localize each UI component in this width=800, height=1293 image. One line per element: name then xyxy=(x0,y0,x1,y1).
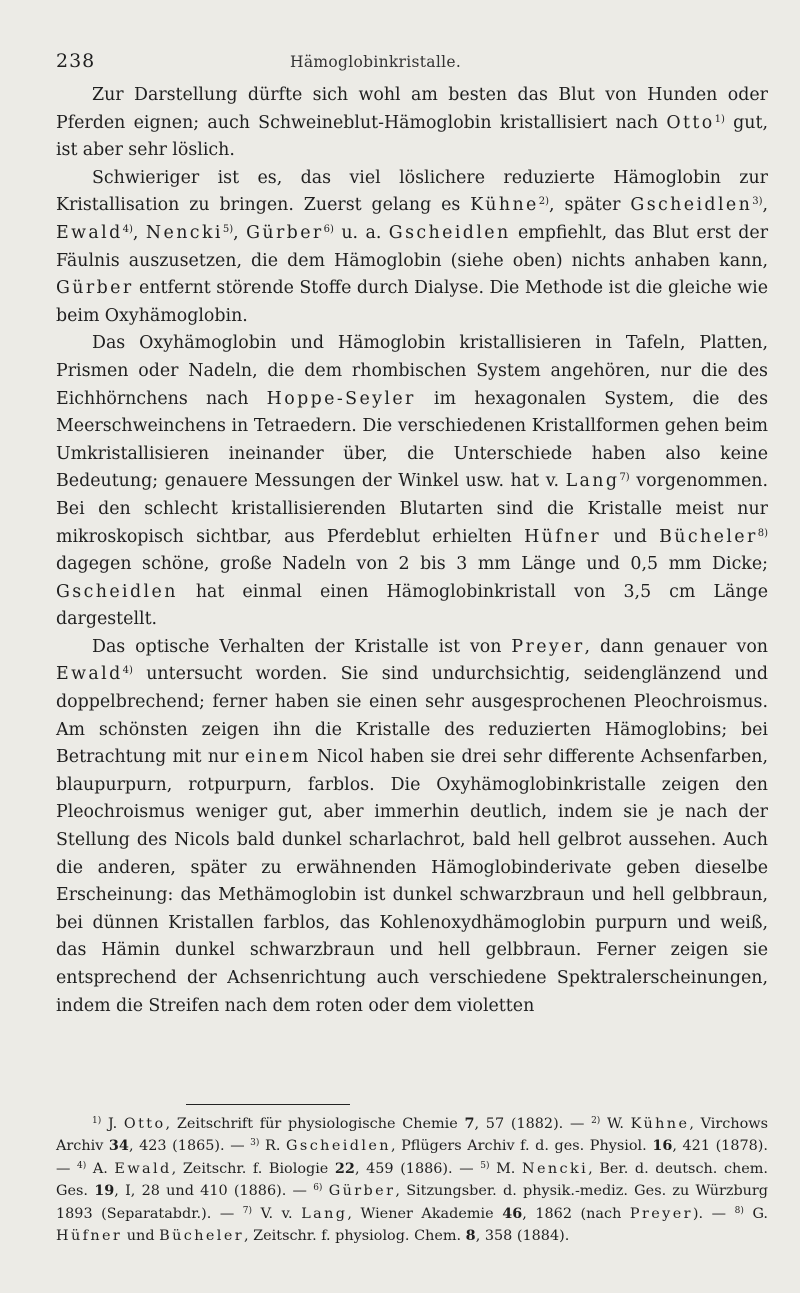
author-name: Gürber xyxy=(246,222,324,243)
author-name: Gürber xyxy=(56,278,134,299)
footnote-ref: 3) xyxy=(752,196,763,208)
author-name: Preyer xyxy=(511,636,585,657)
author-name: Nencki xyxy=(145,222,223,243)
text-run: , 459 (1886). — xyxy=(354,1160,481,1177)
volume-number: 46 xyxy=(502,1204,523,1222)
footnote-ref: 4) xyxy=(122,223,133,235)
text-run: , später xyxy=(549,195,631,216)
footnote-ref: 7) xyxy=(242,1205,253,1216)
text-run: dagegen schöne, große Nadeln von 2 bis 3 mm Länge und 0,5 mm Dicke; xyxy=(56,554,768,575)
author-name: Ewald xyxy=(56,222,123,243)
text-run: , Zeitschr. f. Biologie xyxy=(171,1160,335,1177)
text-run: W. xyxy=(600,1116,631,1132)
author-name: Gscheidlen xyxy=(286,1138,391,1155)
text-run: untersucht worden. Sie sind undurchsichtig, seidenglänzend und doppelbrechend; ferner haben sie einen sehr ausgesprochenen Pleochroismus. Am schönsten zeigen ihn die Kristalle des reduzierten Hämoglobins; bei Betrachtung mit nur xyxy=(56,664,768,768)
author-name: Nencki xyxy=(521,1160,589,1177)
text-run: , Virchows Archiv xyxy=(56,1116,768,1155)
author-name: Kühne xyxy=(470,195,539,216)
text-run: und xyxy=(122,1228,160,1245)
author-name: Gscheidlen xyxy=(388,222,511,243)
footnote-ref: 7) xyxy=(619,472,630,484)
text-run: u. a. xyxy=(333,222,389,243)
footnote-ref: 1) xyxy=(92,1116,102,1126)
text-run: R. xyxy=(259,1138,287,1155)
author-name: Ewald xyxy=(56,664,123,685)
text-run: und xyxy=(601,526,660,547)
footnote-text xyxy=(56,1113,768,1247)
text-run: G. xyxy=(743,1205,769,1222)
paragraph xyxy=(56,165,768,331)
footnote-ref: 6) xyxy=(323,223,334,235)
running-head xyxy=(0,50,800,78)
footnote-ref: 4) xyxy=(122,665,133,677)
text-run: , Sitzungsber. d. physik.-mediz. Ges. zu Würzburg 1893 (Separatabdr.). — xyxy=(56,1183,769,1222)
page-number: 238 xyxy=(56,50,96,72)
footnote-ref: 2) xyxy=(591,1116,601,1126)
footnote-ref: 1) xyxy=(714,113,725,125)
text-run: empfiehlt, das Blut erst der Fäulnis auszusetzen, die dem Hämoglobin (siehe oben) nichts anhaben kann, xyxy=(56,222,769,271)
text-run: im hexagonalen System, die des Meerschweinchens in Tetraedern. Die verschiedenen Kristallformen gehen beim Umkristallisieren ineinander über, die Unterschiede haben also keine Bedeutung; genauere Messungen der Winkel usw. hat v. xyxy=(56,388,768,492)
text-run: M. xyxy=(489,1160,522,1177)
paragraph xyxy=(56,82,768,165)
running-title: Hämoglobinkristalle. xyxy=(290,53,462,71)
text-run: , 57 (1882). — xyxy=(474,1116,592,1132)
footnote-ref: 8) xyxy=(734,1205,744,1216)
text-run: J. xyxy=(101,1116,124,1132)
text-run: entfernt störende Stoffe durch Dialyse. Die Methode ist die gleiche wie beim Oxyhämoglobin. xyxy=(56,278,768,326)
text-run: , xyxy=(762,195,768,216)
author-name: Hüfner xyxy=(524,526,602,547)
footnote-ref: 4) xyxy=(77,1160,87,1171)
footnote-ref: 6) xyxy=(313,1183,323,1194)
text-run: , Zeitschrift für physiologische Chemie xyxy=(165,1116,465,1132)
text-run: Zur Darstellung dürfte sich wohl am besten das Blut von Hunden oder Pferden eignen; auch Schweineblut-Hämoglobin kristallisiert nach xyxy=(56,85,768,133)
text-run: V. v. xyxy=(252,1205,302,1222)
volume-number: 16 xyxy=(652,1137,673,1155)
text-run: , 421 (1878). — xyxy=(56,1138,768,1177)
footnote-ref: 5) xyxy=(480,1160,490,1171)
text-run: , Wiener Akademie xyxy=(347,1205,503,1222)
footnote-rule xyxy=(186,1104,350,1105)
text-run: , 358 (1884). xyxy=(475,1228,570,1245)
text-run: A. xyxy=(86,1160,115,1177)
text-run: ). — xyxy=(692,1205,735,1222)
volume-number: 22 xyxy=(334,1159,355,1177)
footnote-ref: 3) xyxy=(250,1138,260,1149)
author-name: Otto xyxy=(666,112,715,133)
author-name: Hoppe-Seyler xyxy=(266,388,416,409)
author-name: Lang xyxy=(301,1205,348,1222)
text-run: Das optische Verhalten der Kristalle ist von xyxy=(92,636,512,657)
author-name: Bücheler xyxy=(659,526,758,547)
text-run: , 423 (1865). — xyxy=(128,1138,251,1155)
text-run: hat einmal einen Hämoglobinkristall von 3,5 cm Länge dargestellt. xyxy=(56,581,768,630)
text-run: Das Oxyhämoglobin und Hämoglobin kristallisieren in Tafeln, Platten, Prismen oder Nadeln, die dem rhombischen System angehören, nur die des Eichhörnchens nach xyxy=(56,333,768,409)
text-run: , Ber. d. deutsch. chem. Ges. xyxy=(56,1160,769,1200)
volume-number: 19 xyxy=(94,1182,115,1200)
author-name: Gscheidlen xyxy=(630,195,753,216)
author-name: Bücheler xyxy=(159,1228,245,1245)
paragraph xyxy=(56,634,768,1020)
text-run: , xyxy=(132,222,146,243)
body-text xyxy=(56,82,768,1020)
volume-number: 8 xyxy=(465,1227,476,1245)
author-name: Ewald xyxy=(114,1160,172,1177)
author-name: Kühne xyxy=(630,1116,690,1132)
text-run: , 1862 (nach xyxy=(522,1205,630,1222)
author-name: Preyer xyxy=(629,1205,693,1222)
text-run: vorgenommen. Bei den schlecht kristallisierenden Blutarten sind die Kristalle meist nur mikroskopisch sichtbar, aus Pferdeblut erhielten xyxy=(56,471,768,547)
text-run: gut, ist aber sehr löslich. xyxy=(56,112,768,161)
paragraph xyxy=(56,330,768,634)
author-name: Gscheidlen xyxy=(56,581,178,602)
text-run: , Pflügers Archiv f. d. ges. Physiol. xyxy=(390,1138,653,1155)
footnote-ref: 5) xyxy=(222,223,234,235)
text-run: , dann genauer von xyxy=(584,636,768,657)
volume-number: 7 xyxy=(464,1115,475,1132)
footnote-ref: 8) xyxy=(757,527,768,539)
text-run: , I, 28 und 410 (1886). — xyxy=(114,1183,314,1200)
text-run: Nicol haben sie drei sehr differente Achsenfarben, blaupurpurn, rotpurpurn, farblos. Die Oxyhämoglobinkristalle zeigen den Pleochroismus weniger gut, aber immerhin deutlich, indem sie je nach der Stellung des Nicols bald dunkel scharlachrot, bald hell gelbrot aussehen. Auch die anderen, später zu erwähnenden Hämoglobinderivate geben dieselbe Erscheinung: das Methämoglobin ist dunkel schwarzbraun und hell gelbbraun, bei dünnen Kristallen farblos, das Kohlenoxydhämoglobin purpurn und weiß, das Hämin dunkel schwarzbraun und hell gelbbraun. Ferner zeigen sie entsprechend der Achsenrichtung auch verschiedene Spektralerscheinungen, indem die Streifen nach dem roten oder dem violetten xyxy=(56,747,768,1016)
author-name: Otto xyxy=(123,1116,166,1132)
footnote-ref: 2) xyxy=(538,196,550,208)
text-run: , xyxy=(233,222,247,243)
author-name: Gürber xyxy=(328,1183,396,1200)
text-run: Schwieriger ist es, das viel löslichere reduzierte Hämoglobin zur Kristallisation zu bringen. Zuerst gelang es xyxy=(56,167,768,216)
text-run: , Zeitschr. f. physiolog. Chem. xyxy=(244,1228,466,1245)
author-name: einem xyxy=(244,747,311,768)
author-name: Hüfner xyxy=(56,1228,123,1245)
volume-number: 34 xyxy=(108,1137,129,1155)
footnotes xyxy=(56,1113,768,1247)
author-name: Lang xyxy=(565,471,620,492)
